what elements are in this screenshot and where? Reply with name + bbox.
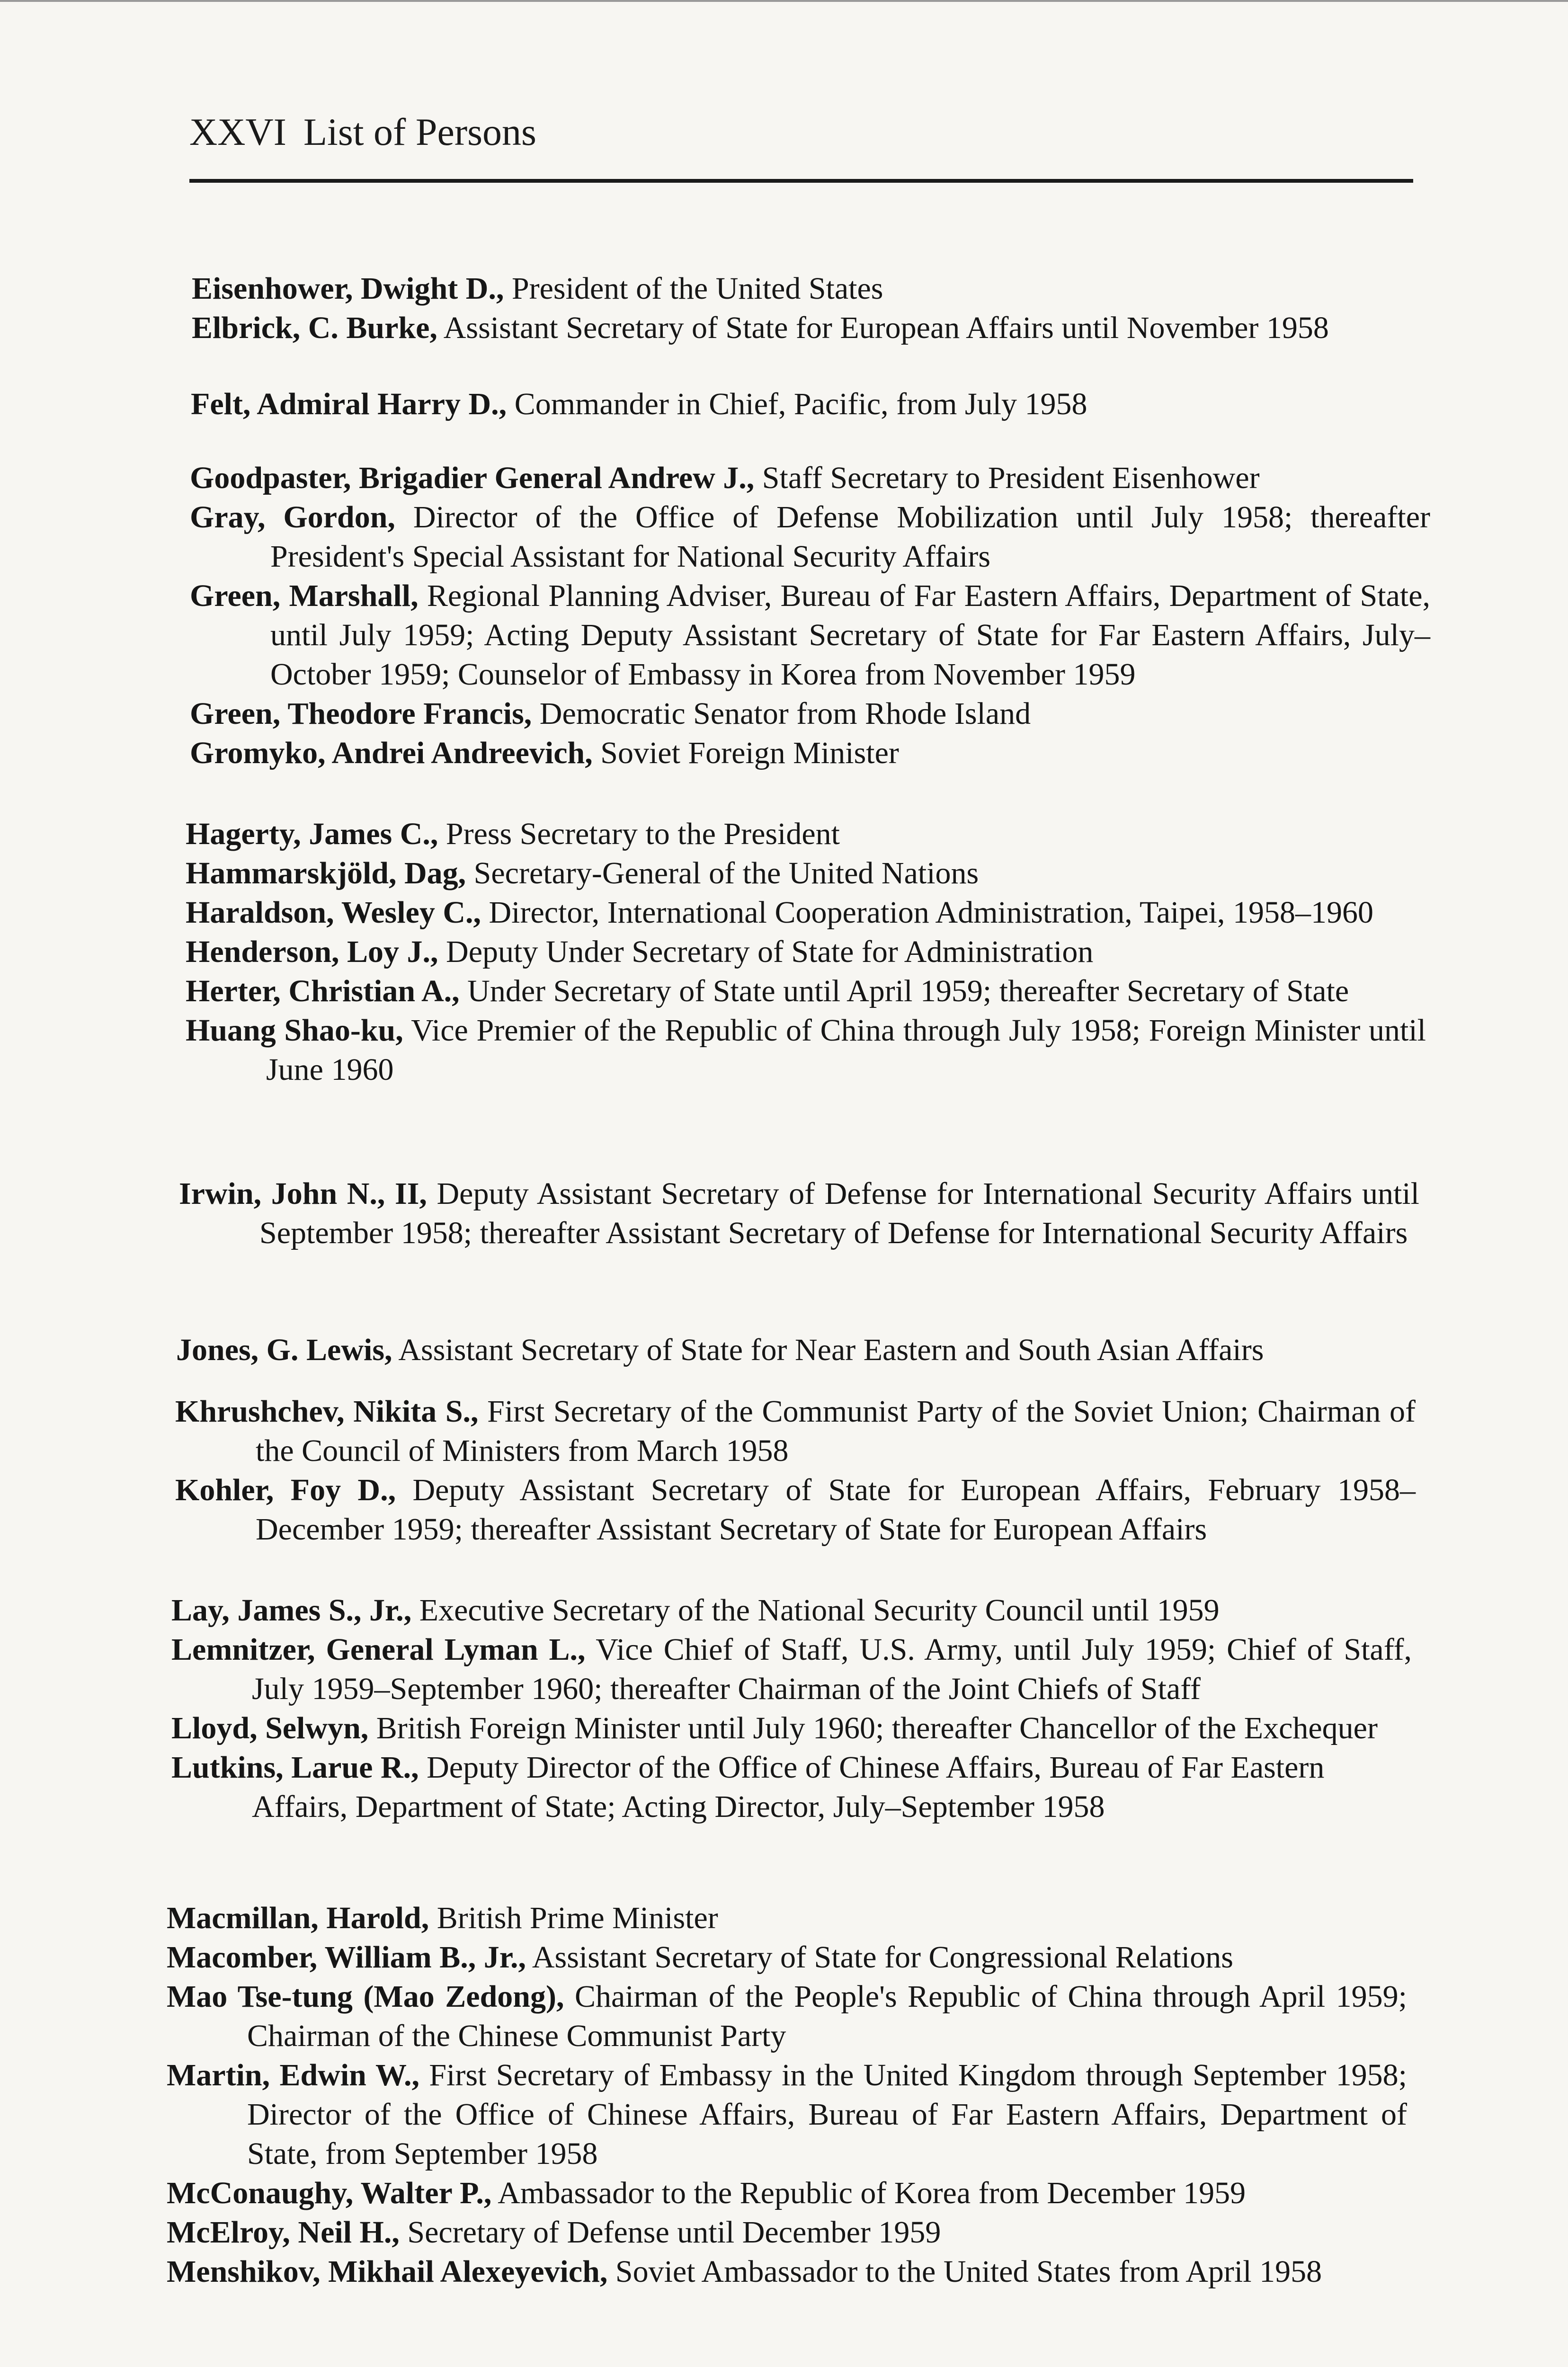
person-description: Chairman of the People's Republic of China through April 1959; Chairman of the Chinese Communist Party (247, 1979, 1408, 2053)
person-entry (192, 308, 1432, 347)
person-description: Secretary-General of the United Nations (473, 856, 979, 890)
person-name: Martin, Edwin W., (167, 2058, 419, 2092)
person-name: Mao Tse-tung (Mao Zedong), (167, 1979, 564, 2014)
person-name: Macomber, William B., Jr., (167, 1940, 526, 1975)
person-description: Democratic Senator from Rhode Island (539, 696, 1031, 731)
person-entry (171, 1630, 1412, 1709)
person-name: Gray, Gordon, (190, 500, 395, 534)
person-entry (171, 1748, 1412, 1826)
person-description: First Secretary of the Communist Party of the Soviet Union; Chairman of the Council of Ministers from March 1958 (256, 1394, 1416, 1468)
person-name: McConaughy, Walter P., (167, 2176, 492, 2210)
letter-group-l (171, 1591, 1412, 1826)
person-name: Khrushchev, Nikita S., (175, 1394, 479, 1429)
person-name: Irwin, John N., II, (179, 1176, 427, 1211)
person-name: McElroy, Neil H., (167, 2215, 400, 2250)
person-name: Lutkins, Larue R., (171, 1750, 419, 1785)
person-entry (186, 971, 1426, 1011)
person-name: Henderson, Loy J., (186, 934, 438, 969)
person-name: Green, Marshall, (190, 578, 419, 613)
person-entry (167, 2252, 1407, 2291)
person-name: Hammarskjöld, Dag, (186, 856, 466, 890)
person-description: Under Secretary of State until April 1959; thereafter Secretary of State (467, 974, 1349, 1008)
person-name: Macmillan, Harold, (167, 1901, 429, 1935)
person-description: Deputy Director of the Office of Chinese Affairs, Bureau of Far Eastern Affairs, Department of State; Acting Director, July–September 1958 (252, 1750, 1325, 1824)
person-entry (190, 733, 1430, 773)
person-name: Felt, Admiral Harry D., (191, 387, 507, 421)
person-name: Lloyd, Selwyn, (171, 1711, 369, 1745)
person-name: Hagerty, James C., (186, 817, 438, 851)
person-name: Haraldson, Wesley C., (186, 895, 481, 930)
letter-group-j (176, 1330, 1417, 1370)
person-description: Regional Planning Adviser, Bureau of Far Eastern Affairs, Department of State, until July 1959; Acting Deputy Assistant Secretary of State for Far Eastern Affairs, July–October 1959; Counselor of Embassy in Korea from November 1959 (270, 578, 1431, 692)
person-description: Assistant Secretary of State for European Affairs until November 1958 (443, 311, 1329, 345)
person-name: Lay, James S., Jr., (171, 1593, 412, 1628)
letter-group-m (167, 1898, 1407, 2291)
person-name: Huang Shao-ku, (186, 1013, 403, 1048)
letter-group-e (192, 269, 1432, 347)
person-name: Herter, Christian A., (186, 974, 460, 1008)
person-name: Lemnitzer, General Lyman L., (171, 1632, 586, 1667)
letter-group-i (179, 1174, 1419, 1253)
person-description: Staff Secretary to President Eisenhower (762, 461, 1260, 495)
person-description: First Secretary of Embassy in the United Kingdom through September 1958; Director of the Office of Chinese Affairs, Bureau of Far Eastern Affairs, Department of State, from September 1958 (247, 2058, 1408, 2171)
person-entry (167, 1977, 1407, 2056)
person-entry (167, 2213, 1407, 2252)
person-entry (167, 2056, 1407, 2173)
person-description: Press Secretary to the President (445, 817, 840, 851)
person-name: Menshikov, Mikhail Alexeyevich, (167, 2254, 608, 2289)
person-description: British Foreign Minister until July 1960; thereafter Chancellor of the Exchequer (376, 1711, 1378, 1745)
person-entry (190, 576, 1430, 694)
person-entry (167, 1938, 1407, 1977)
person-name: Kohler, Foy D., (175, 1473, 396, 1507)
person-entry (171, 1709, 1412, 1748)
person-entry (192, 269, 1432, 308)
person-entry (190, 458, 1430, 498)
person-entry (171, 1591, 1412, 1630)
person-description: Assistant Secretary of State for Near Eastern and South Asian Affairs (398, 1333, 1264, 1367)
person-entry (186, 1011, 1426, 1089)
person-description: British Prime Minister (437, 1901, 718, 1935)
person-name: Jones, G. Lewis, (176, 1333, 392, 1367)
person-name: Goodpaster, Brigadier General Andrew J., (190, 461, 755, 495)
page-title: List of Persons (303, 110, 536, 153)
page-number: XXVI (189, 110, 286, 153)
person-entry (167, 1898, 1407, 1938)
letter-group-k (175, 1392, 1416, 1549)
person-description: Commander in Chief, Pacific, from July 1958 (514, 387, 1087, 421)
person-name: Elbrick, C. Burke, (192, 311, 437, 345)
person-description: Ambassador to the Republic of Korea from December 1959 (498, 2176, 1246, 2210)
person-description: Soviet Ambassador to the United States from April 1958 (615, 2254, 1322, 2289)
person-entry (186, 814, 1426, 854)
person-entry (175, 1470, 1416, 1549)
person-description: Deputy Assistant Secretary of Defense for International Security Affairs until September 1958; thereafter Assistant Secretary of Defense for International Security Affairs (259, 1176, 1420, 1250)
person-name: Gromyko, Andrei Andreevich, (190, 736, 593, 770)
person-entry (190, 694, 1430, 733)
letter-group-f (191, 384, 1431, 424)
person-description: Soviet Foreign Minister (600, 736, 899, 770)
person-name: Green, Theodore Francis, (190, 696, 532, 731)
person-entry (176, 1330, 1417, 1370)
person-entry (179, 1174, 1419, 1253)
person-entry (191, 384, 1431, 424)
person-description: Assistant Secretary of State for Congressional Relations (532, 1940, 1233, 1975)
person-description: Deputy Assistant Secretary of State for European Affairs, February 1958–December 1959; thereafter Assistant Secretary of State for European Affairs (256, 1473, 1416, 1547)
person-description: Deputy Under Secretary of State for Administration (446, 934, 1094, 969)
person-description: Director, International Cooperation Administration, Taipei, 1958–1960 (489, 895, 1373, 930)
person-description: Director of the Office of Defense Mobilization until July 1958; thereafter President's Special Assistant for National Security Affairs (270, 500, 1430, 574)
person-entry (190, 498, 1430, 576)
person-entry (186, 893, 1426, 932)
person-entry (167, 2173, 1407, 2213)
person-entry (175, 1392, 1416, 1470)
person-description: Vice Premier of the Republic of China through July 1958; Foreign Minister until June 1960 (266, 1013, 1426, 1087)
person-description: President of the United States (511, 271, 883, 306)
person-description: Executive Secretary of the National Security Council until 1959 (419, 1593, 1220, 1628)
person-description: Secretary of Defense until December 1959 (407, 2215, 941, 2250)
person-entry (186, 854, 1426, 893)
person-entry (186, 932, 1426, 971)
letter-group-g (190, 458, 1430, 773)
person-description: Vice Chief of Staff, U.S. Army, until July 1959; Chief of Staff, July 1959–September 1960; thereafter Chairman of the Joint Chiefs of Staff (252, 1632, 1412, 1706)
person-name: Eisenhower, Dwight D., (192, 271, 504, 306)
letter-group-h (186, 814, 1426, 1089)
